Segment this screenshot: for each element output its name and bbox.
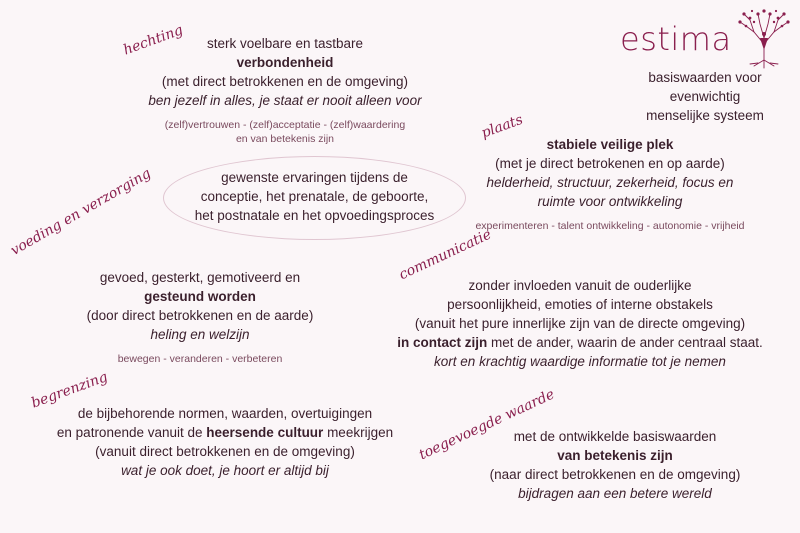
communicatie-keyword: in contact zijn	[397, 335, 488, 350]
tag-begrenzing: begrenzing	[29, 369, 110, 412]
begrenzing-line2-a: en patronende vanuit de	[56, 425, 207, 440]
communicatie-line4	[375, 333, 785, 352]
communicatie-line2: persoonlijkheid, emoties of interne obstakels	[447, 297, 713, 312]
plaats-keys: experimenteren - talent ontwikkeling - autonomie - vrijheid	[475, 220, 745, 232]
plaats-line3: helderheid, structuur, zekerheid, focus en	[486, 175, 734, 190]
hechting-motto: ben jezelf in alles, je staat er nooit alleen voor	[148, 93, 422, 108]
center-text	[163, 168, 466, 225]
tag-toegevoegde-waarde: toegevoegde waarde	[416, 386, 558, 464]
toegevoegd-keyword: van betekenis zijn	[557, 448, 673, 463]
voeding-keys: bewegen - veranderen - verbeteren	[117, 353, 283, 365]
center-line: conceptie, het prenatale, de geboorte,	[200, 189, 429, 204]
hechting-line1: sterk voelbare en tastbare	[206, 36, 364, 51]
plaats-line2: (met je direct betrokenen en op aarde)	[495, 156, 725, 171]
brand-subtitle	[630, 68, 780, 125]
begrenzing-line2	[40, 423, 410, 442]
tag-voeding: voeding en verzorging	[8, 165, 154, 259]
center-line: gewenste ervaringen tijdens de	[221, 170, 408, 185]
begrenzing-motto: wat je ook doet, je hoort er altijd bij	[121, 463, 329, 478]
begrenzing-keyword: heersende cultuur	[206, 425, 324, 440]
voeding-motto: heling en welzijn	[150, 327, 250, 342]
hechting-keyword: verbondenheid	[236, 55, 334, 70]
hechting-keys2: en van betekenis zijn	[235, 133, 335, 145]
begrenzing-line3: (vanuit direct betrokkenen en de omgeving)	[95, 444, 355, 459]
subtitle-line: menselijke systeem	[646, 108, 764, 123]
section-begrenzing	[40, 404, 410, 480]
hechting-line3: (met direct betrokkenen en de omgeving)	[161, 74, 409, 89]
tag-communicatie: communicatie	[396, 226, 494, 284]
communicatie-line4-rest: met de ander, waarin de ander centraal staat.	[487, 335, 763, 350]
subtitle-line: basiswaarden voor	[648, 70, 762, 85]
tag-hechting: hechting	[121, 22, 186, 59]
toegevoegd-line1: met de ontwikkelde basiswaarden	[513, 429, 717, 444]
section-voeding	[40, 268, 360, 366]
communicatie-line3: (vanuit het pure innerlijke zijn van de directe omgeving)	[414, 316, 746, 331]
section-plaats	[450, 135, 770, 233]
communicatie-motto: kort en krachtig waardige informatie tot je nemen	[434, 354, 726, 369]
voeding-line1: gevoed, gesterkt, gemotiveerd en	[99, 270, 301, 285]
voeding-keyword: gesteund worden	[144, 289, 256, 304]
toegevoegd-motto: bijdragen aan een betere wereld	[518, 486, 712, 501]
communicatie-line1: zonder invloeden vanuit de ouderlijke	[468, 278, 692, 293]
hechting-keys1: (zelf)vertrouwen - (zelf)acceptatie - (zelf)waardering	[164, 119, 406, 131]
plaats-keyword: stabiele veilige plek	[546, 137, 674, 152]
section-toegevoegde-waarde	[465, 427, 765, 503]
subtitle-line: evenwichtig	[669, 89, 741, 104]
tag-plaats: plaats	[479, 111, 526, 142]
voeding-line3: (door direct betrokkenen en de aarde)	[86, 308, 314, 323]
tree-of-life-icon	[736, 8, 792, 70]
brand-logo: estima	[620, 20, 732, 58]
plaats-line4: ruimte voor ontwikkeling	[537, 194, 683, 209]
section-communicatie	[375, 276, 785, 371]
section-hechting	[100, 34, 470, 146]
begrenzing-line2-c: meekrijgen	[323, 425, 394, 440]
center-line: het postnatale en het opvoedingsproces	[194, 208, 435, 223]
toegevoegd-line3: (naar direct betrokkenen en de omgeving)	[489, 467, 741, 482]
begrenzing-line1: de bijbehorende normen, waarden, overtuigingen	[77, 406, 373, 421]
